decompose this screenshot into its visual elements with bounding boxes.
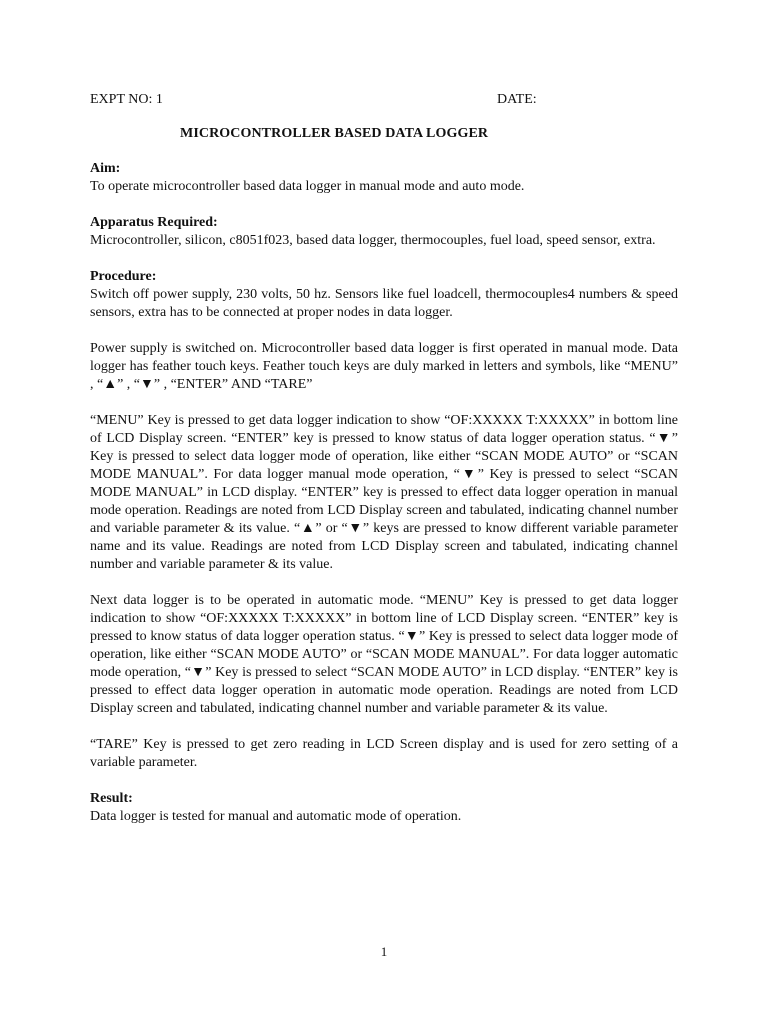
- spacer: [90, 394, 678, 412]
- spacer: [90, 196, 678, 214]
- aim-heading: Aim:: [90, 161, 121, 176]
- spacer: [90, 250, 678, 268]
- procedure-paragraph-4: Next data logger is to be operated in automatic mode. “MENU” Key is pressed to get data logger indication to show “OF:XXXXX T:XXXXX” in bottom line of LCD Display screen. “ENTER” key is pressed to know status of data logger operation status. “▼” Key is pressed to select data logger mode of operation, like either “SCAN MODE AUTO” or “SCAN MODE MANUAL”. For data logger automatic mode operation, “▼” Key is pressed to select “SCAN MODE AUTO” in LCD display. “ENTER” key is pressed to effect data logger operation in automatic mode operation. Readings are noted from LCD Display screen and tabulated, indicating channel number and variable parameter & its value.: [90, 593, 678, 716]
- document-body: [90, 160, 678, 826]
- procedure-paragraph-5: “TARE” Key is pressed to get zero reading in LCD Screen display and is used for zero setting of a variable parameter.: [90, 737, 678, 770]
- apparatus-text: Microcontroller, silicon, c8051f023, based data logger, thermocouples, fuel load, speed sensor, extra.: [90, 233, 656, 248]
- aim-text: To operate microcontroller based data logger in manual mode and auto mode.: [90, 179, 525, 194]
- experiment-number: EXPT NO: 1: [90, 92, 163, 107]
- header-row: [90, 92, 680, 112]
- apparatus-heading: Apparatus Required:: [90, 215, 218, 230]
- procedure-heading: Procedure:: [90, 269, 157, 284]
- document-title: MICROCONTROLLER BASED DATA LOGGER: [180, 126, 489, 141]
- procedure-paragraph-2: Power supply is switched on. Microcontroller based data logger is first operated in manual mode. Data logger has feather touch keys. Feather touch keys are duly marked in letters and symbols, like “MENU” , “▲” , “▼” , “ENTER” AND “TARE”: [90, 341, 678, 392]
- spacer: [90, 718, 678, 736]
- page-number: 1: [380, 944, 388, 959]
- result-heading: Result:: [90, 791, 133, 806]
- date-label: DATE:: [497, 92, 537, 107]
- spacer: [90, 322, 678, 340]
- spacer: [90, 772, 678, 790]
- procedure-paragraph-1: Switch off power supply, 230 volts, 50 hz. Sensors like fuel loadcell, thermocouples4 numbers & speed sensors, extra has to be connected at proper nodes in data logger.: [90, 287, 678, 320]
- procedure-paragraph-3: “MENU” Key is pressed to get data logger indication to show “OF:XXXXX T:XXXXX” in bottom line of LCD Display screen. “ENTER” key is pressed to know status of data logger operation status. “▼” Key is pressed to select data logger mode of operation, like either “SCAN MODE AUTO” or “SCAN MODE MANUAL”. For data logger manual mode operation, “▼” Key is pressed to select “SCAN MODE MANUAL” in LCD display. “ENTER” key is pressed to effect data logger operation in manual mode operation. Readings are noted from LCD Display screen and tabulated, indicating channel number and variable parameter & its value. “▲” or “▼” keys are pressed to know different variable parameter name and its value. Readings are noted from LCD Display screen and tabulated, indicating channel number and variable parameter & its value.: [90, 413, 678, 572]
- spacer: [90, 574, 678, 592]
- result-text: Data logger is tested for manual and automatic mode of operation.: [90, 809, 462, 824]
